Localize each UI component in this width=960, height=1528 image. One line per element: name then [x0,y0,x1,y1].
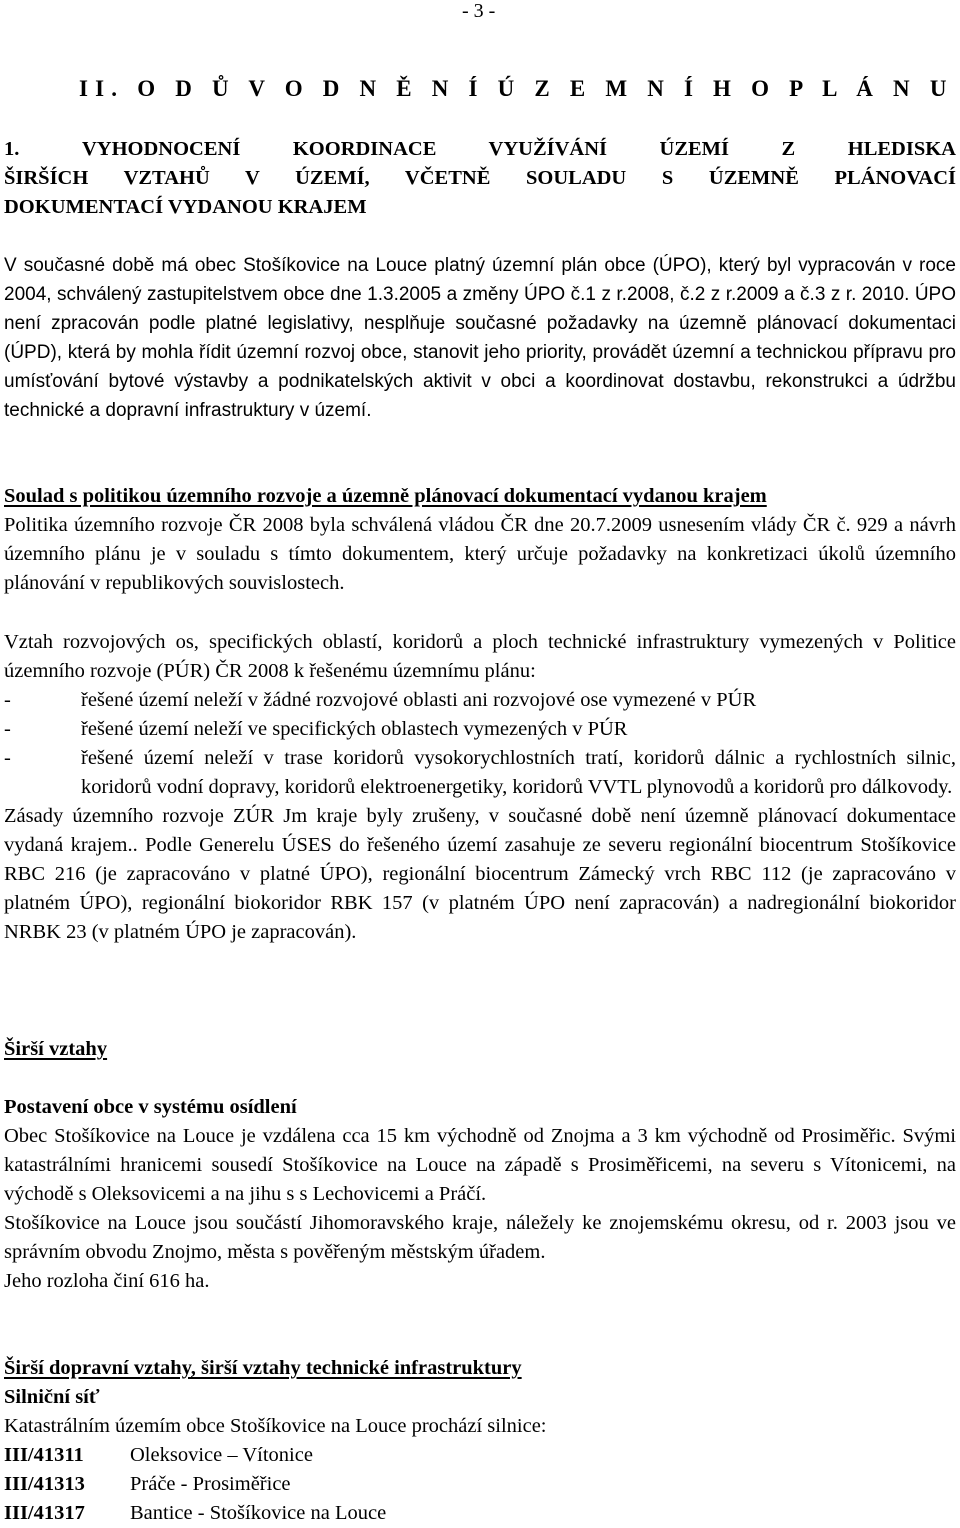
road-name: Práče - Prosiměřice [130,1473,291,1495]
soulad-paragraph: Politika územního rozvoje ČR 2008 byla schválená vládou ČR dne 20.7.2009 usnesením vlády ČR č. 929 a návrh územního plánu je v souladu s tímto dokumentem, který určuje požadavky na konkretizaci úkolů územního plánování v republikových souvislostech. [4,514,956,594]
list-item-text: řešené území neleží ve specifických oblastech vymezených v PÚR [81,718,628,740]
vztah-section [4,628,956,947]
road-code: III/41311 [4,1444,84,1466]
soulad-section [4,482,956,598]
list-item-text: řešené území neleží v žádné rozvojové oblasti ani rozvojové ose vymezené v PÚR [81,689,757,711]
road-code: III/41317 [4,1502,85,1524]
silnicni-sit-subheading: Silniční síť [4,1386,100,1408]
chapter-number: 1. [4,138,20,160]
table-row [4,1499,386,1528]
table-row [4,1441,386,1470]
road-code: III/41313 [4,1473,85,1495]
osidleni-paragraph-1: Obec Stošíkovice na Louce je vzdálena cca 15 km východně od Znojma a 3 km východně od Prosiměřic. Svými katastrálními hranicemi sousedí Stošíkovice na Louce na západě s Prosiměřicemi, na severu s Vítonicemi, na východě s Oleksovicemi a na jihu s s Lechovicemi a Práčí. [4,1125,956,1205]
page-number: - 3 - [462,0,496,22]
chapter-title-line-3: DOKUMENTACÍ VYDANOU KRAJEM [4,196,367,218]
road-name: Oleksovice – Vítonice [130,1444,313,1466]
table-row [4,1470,386,1499]
list-dash: - [4,747,11,769]
zasady-paragraph: Zásady územního rozvoje ZÚR Jm kraje byly zrušeny, v současné době není územně plánovací dokumentace vydaná krajem.. Podle Generelu ÚSES do řešeného území zasahuje ze severu regionální biocentrum Stošíkovice RBC 216 (je zapracováno v platné ÚPO), regionální biocentrum Zámecký vrch RBC 112 (je zapracováno v platném ÚPO), regionální biokoridor RBK 157 (v platném ÚPO není zapracován) a nadregionální biokoridor NRBK 23 (v platném ÚPO je zapracován). [4,805,956,943]
list-item [4,715,956,744]
osidleni-paragraph-3: Jeho rozloha činí 616 ha. [4,1270,210,1292]
sirsi-vztahy-section [4,1035,956,1064]
section-title: II. O D Ů V O D N Ě N Í Ú Z E M N Í H O P L Á N U [79,76,954,101]
osidleni-paragraph-2: Stošíkovice na Louce jsou součástí Jihomoravského kraje, náležely ke znojemskému okresu, od r. 2003 jsou ve správním obvodu Znojmo, města s pověřeným městským úřadem. [4,1212,956,1263]
doprava-section [4,1354,956,1528]
vztah-paragraph: Vztah rozvojových os, specifických oblastí, koridorů a ploch technické infrastruktury vymezených v Politice územního rozvoje (PÚR) ČR 2008 k řešenému územnímu plánu: [4,631,956,682]
list-item [4,686,956,715]
list-item-text: řešené území neleží v trase koridorů vysokorychlostních tratí, koridorů dálnic a rychlostních silnic, koridorů vodní dopravy, koridorů elektroenergetiky, koridorů VVTL plynovodů a koridorů pro dálkovody. [81,747,956,798]
list-item [4,744,956,802]
sirsi-vztahy-heading: Širší vztahy [4,1038,108,1060]
road-name: Bantice - Stošíkovice na Louce [130,1502,387,1524]
chapter-title-line-1: VYHODNOCENÍ KOORDINACE VYUŽÍVÁNÍ ÚZEMÍ Z HLEDISKA [82,138,956,160]
soulad-heading: Soulad s politikou územního rozvoje a územně plánovací dokumentací vydanou krajem [4,485,767,507]
list-dash: - [4,689,11,711]
list-dash: - [4,718,11,740]
chapter-heading [4,135,956,222]
silnice-intro: Katastrálním územím obce Stošíkovice na Louce prochází silnice: [4,1415,547,1437]
roads-table [4,1441,386,1528]
chapter-title-line-2: ŠIRŠÍCH VZTAHŮ V ÚZEMÍ, VČETNĚ SOULADU S ÚZEMNĚ PLÁNOVACÍ [4,167,956,189]
osidleni-subheading: Postavení obce v systému osídlení [4,1096,297,1118]
osidleni-section [4,1093,956,1296]
intro-paragraph: V současné době má obec Stošíkovice na Louce platný územní plán obce (ÚPO), který byl vypracován v roce 2004, schválený zastupitelstvem obce dne 1.3.2005 a změny ÚPO č.1 z r.2008, č.2 z r.2009 a č.3 z r. 2010. ÚPO není zpracován podle platné legislativy, nesplňuje současné požadavky na územně plánovací dokumentaci (ÚPD), která by mohla řídit územní rozvoj obce, stanovit jeho priority, provádět územní a technickou přípravu pro umísťování bytové výstavby a podnikatelských aktivit v obci a koordinovat dostavbu, rekonstrukci a údržbu technické a dopravní infrastruktury v území. [4,255,956,421]
vztah-list [4,686,956,802]
doprava-heading: Širší dopravní vztahy, širší vztahy technické infrastruktury [4,1357,522,1379]
